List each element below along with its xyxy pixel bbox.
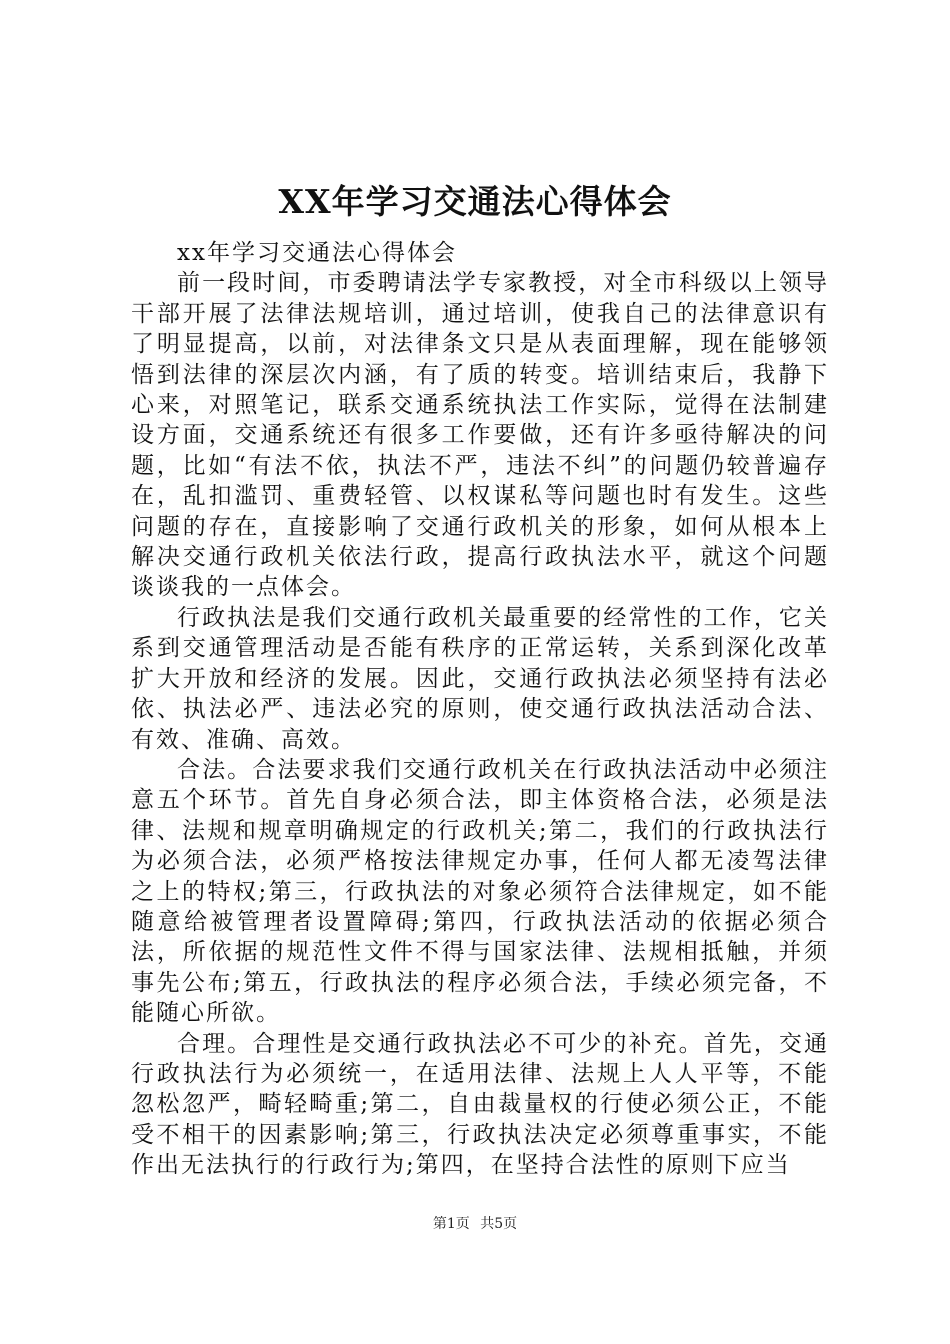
page-total: 共5页 xyxy=(480,1216,518,1232)
page-footer xyxy=(0,1214,950,1234)
document-title: XX年学习交通法心得体会 xyxy=(278,182,672,221)
reasonableness-paragraph: 合理。合理性是交通行政执法必不可少的补充。首先，交通行政执法行为必须统一，在适用法律、法规上人人平等，不能忽松忽严，畸轻畸重;第二，自由裁量权的行使必须公正，不能受不相干的因素影响;第三，行政执法决定必须尊重事实，不能作出无法执行的行政行为;第四，在坚持合法性的原则下应当 xyxy=(131,1030,829,1179)
enforcement-paragraph: 行政执法是我们交通行政机关最重要的经常性的工作，它关系到交通管理活动是否能有秩序的正常运转，关系到深化改革扩大开放和经济的发展。因此，交通行政执法必须坚持有法必依、执法必严、违法必究的原则，使交通行政执法活动合法、有效、准确、高效。 xyxy=(131,604,829,753)
page-number: 第1页 xyxy=(432,1216,470,1232)
document-body xyxy=(131,238,829,1181)
subtitle-paragraph: xx年学习交通法心得体会 xyxy=(177,240,457,266)
intro-paragraph: 前一段时间，市委聘请法学专家教授，对全市科级以上领导干部开展了法律法规培训，通过培训，使我自己的法律意识有了明显提高，以前，对法律条文只是从表面理解，现在能够领悟到法律的深层次内涵，有了质的转变。培训结束后，我静下心来，对照笔记，联系交通系统执法工作实际，觉得在法制建设方面，交通系统还有很多工作要做，还有许多亟待解决的问题，比如“有法不依，执法不严，违法不纠”的问题仍较普遍存在，乱扣滥罚、重费轻管、以权谋私等问题也时有发生。这些问题的存在，直接影响了交通行政机关的形象，如何从根本上解决交通行政机关依法行政，提高行政执法水平，就这个问题谈谈我的一点体会。 xyxy=(131,270,829,601)
legality-paragraph: 合法。合法要求我们交通行政机关在行政执法活动中必须注意五个环节。首先自身必须合法，即主体资格合法，必须是法律、法规和规章明确规定的行政机关;第二，我们的行政执法行为必须合法，必须严格按法律规定办事，任何人都无凌驾法律之上的特权;第三，行政执法的对象必须符合法律规定，如不能随意给被管理者设置障碍;第四，行政执法活动的依据必须合法，所依据的规范性文件不得与国家法律、法规相抵触，并须事先公布;第五，行政执法的程序必须合法，手续必须完备，不能随心所欲。 xyxy=(131,756,829,1027)
